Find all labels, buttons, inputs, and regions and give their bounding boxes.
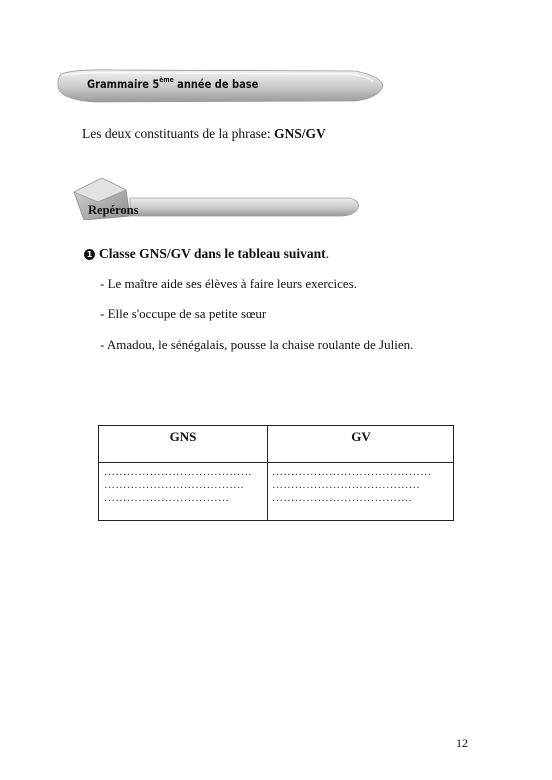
sentence-3: - Amadou, le sénégalais, pousse la chaise roulante de Julien.	[100, 337, 414, 352]
sentence-2: - Elle s'occupe de sa petite sœur	[100, 306, 267, 321]
table-header-divider	[99, 462, 453, 463]
section-label: Repérons	[88, 203, 139, 217]
table-header-gv: GV	[351, 429, 371, 444]
grammar-banner	[55, 68, 385, 104]
lesson-subtitle: Les deux constituants de la phrase: GNS/GV	[82, 126, 326, 141]
exercise-instruction: 1 Classe GNS/GV dans le tableau suivant.	[84, 246, 329, 262]
exercise-number-badge: 1	[84, 249, 95, 260]
gv-answer-lines[interactable]: …………………………………… ………………………………… ……………………………….	[272, 466, 432, 504]
classification-table	[98, 425, 454, 521]
gns-answer-lines[interactable]: ………………………………… ………………………………. ……………………………	[104, 466, 253, 504]
table-header-gns: GNS	[169, 429, 197, 444]
section-reperons	[60, 178, 360, 220]
banner-title: Grammaire 5ème année de base	[87, 76, 259, 91]
page-number: 12	[456, 736, 468, 750]
sentence-1: - Le maître aide ses élèves à faire leurs exercices.	[100, 276, 357, 291]
